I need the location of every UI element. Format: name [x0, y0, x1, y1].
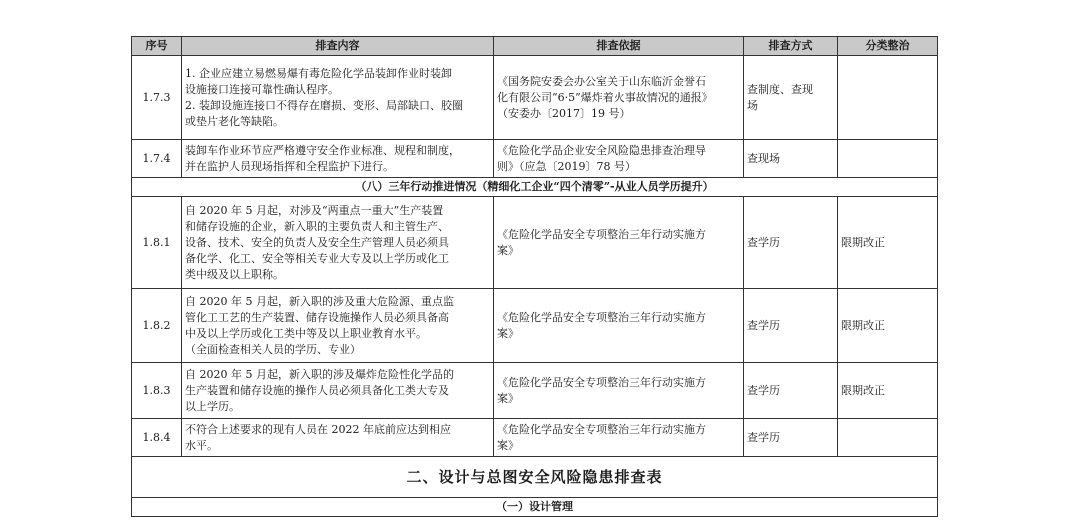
- content-line: 备化学、化工、安全等相关专业大专及以上学历或化工: [185, 251, 449, 265]
- basis-line: 案》: [497, 438, 519, 452]
- row-no: 1.8.3: [132, 363, 182, 419]
- row-basis: [494, 140, 744, 178]
- row-no: 1.7.4: [132, 140, 182, 178]
- basis-line: （安委办〔2017〕19 号）: [497, 106, 631, 120]
- table-row: [132, 363, 938, 419]
- content-line: 不符合上述要求的现有人员在 2022 年底前应达到相应: [185, 422, 451, 436]
- row-content: [182, 363, 494, 419]
- basis-line: 《危险化学品安全专项整治三年行动实施方: [497, 227, 706, 241]
- row-action: 限期改正: [838, 363, 938, 419]
- content-line: 类中级及以上职称。: [185, 267, 284, 281]
- content-line: 设施接口连接可靠性确认程序。: [185, 82, 339, 96]
- row-content: [182, 140, 494, 178]
- basis-line: 《危险化学品安全专项整治三年行动实施方: [497, 422, 706, 436]
- table-row: [132, 419, 938, 457]
- row-method: 查现场: [744, 140, 838, 178]
- row-action: [838, 140, 938, 178]
- row-content: [182, 419, 494, 457]
- basis-line: 《危险化学品安全专项整治三年行动实施方: [497, 310, 706, 324]
- row-action: [838, 419, 938, 457]
- content-line: 生产装置和储存设施的操作人员必须具备化工类大专及: [185, 383, 449, 397]
- header-method: 排查方式: [744, 37, 838, 56]
- method-line: 场: [747, 98, 758, 112]
- row-basis: [494, 56, 744, 140]
- row-basis: [494, 289, 744, 363]
- content-line: 并在监护人员现场指挥和全程监护下进行。: [185, 159, 394, 173]
- row-content: [182, 197, 494, 289]
- content-line: 中及以上学历或化工类中等及以上职业教育水平。: [185, 326, 427, 340]
- row-no: 1.8.1: [132, 197, 182, 289]
- row-no: 1.8.4: [132, 419, 182, 457]
- content-line: 水平。: [185, 438, 218, 452]
- section-row: [132, 498, 938, 517]
- row-action: 限期改正: [838, 289, 938, 363]
- row-content: [182, 56, 494, 140]
- section-heading-2: 二、设计与总图安全风险隐患排查表: [132, 457, 938, 498]
- row-no: 1.8.2: [132, 289, 182, 363]
- content-line: 自 2020 年 5 月起，对涉及“两重点一重大”生产装置: [185, 203, 444, 217]
- content-line: （全面检查相关人员的学历、专业）: [185, 342, 361, 356]
- method-line: 查制度、查现: [747, 82, 813, 96]
- content-line: 装卸车作业环节应严格遵守安全作业标准、规程和制度，: [185, 143, 460, 157]
- section-heading-8: （八）三年行动推进情况（精细化工企业“四个清零”-从业人员学历提升）: [132, 178, 938, 197]
- row-no: 1.7.3: [132, 56, 182, 140]
- row-content: [182, 289, 494, 363]
- row-method: 查学历: [744, 197, 838, 289]
- basis-line: 则》（应急〔2019〕78 号）: [497, 159, 636, 173]
- row-basis: [494, 419, 744, 457]
- basis-line: 案》: [497, 326, 519, 340]
- row-action: [838, 56, 938, 140]
- header-content: 排查内容: [182, 37, 494, 56]
- content-line: 自 2020 年 5 月起，新入职的涉及爆炸危险性化学品的: [185, 367, 454, 381]
- header-basis: 排查依据: [494, 37, 744, 56]
- basis-line: 《危险化学品安全专项整治三年行动实施方: [497, 375, 706, 389]
- section-heading-2-1: （一）设计管理: [132, 498, 938, 517]
- row-basis: [494, 197, 744, 289]
- content-line: 管化工工艺的生产装置、储存设施操作人员必须具备高: [185, 310, 449, 324]
- content-line: 设备、技术、安全的负责人及安全生产管理人员必须具: [185, 235, 449, 249]
- header-no: 序号: [132, 37, 182, 56]
- table-row: [132, 289, 938, 363]
- inspection-table: [131, 36, 938, 517]
- table-row: [132, 56, 938, 140]
- section-row: [132, 178, 938, 197]
- table-header-row: [132, 37, 938, 56]
- content-line: 和储存设施的企业，新入职的主要负责人和主管生产、: [185, 219, 449, 233]
- row-method: [744, 56, 838, 140]
- content-line: 2. 装卸设施连接口不得存在磨损、变形、局部缺口、胶圈: [185, 98, 463, 112]
- table-row: [132, 197, 938, 289]
- row-action: 限期改正: [838, 197, 938, 289]
- basis-line: 案》: [497, 243, 519, 257]
- basis-line: 化有限公司“6·5”爆炸着火事故情况的通报》: [497, 90, 713, 104]
- section-row: [132, 457, 938, 498]
- basis-line: 案》: [497, 391, 519, 405]
- basis-line: 《危险化学品企业安全风险隐患排查治理导: [497, 143, 706, 157]
- content-line: 自 2020 年 5 月起，新入职的涉及重大危险源、重点监: [185, 294, 454, 308]
- content-line: 1. 企业应建立易燃易爆有毒危险化学品装卸作业时装卸: [185, 66, 452, 80]
- content-line: 或垫片老化等缺陷。: [185, 114, 284, 128]
- header-action: 分类整治: [838, 37, 938, 56]
- row-basis: [494, 363, 744, 419]
- row-method: 查学历: [744, 419, 838, 457]
- row-method: 查学历: [744, 363, 838, 419]
- table-row: [132, 140, 938, 178]
- row-method: 查学历: [744, 289, 838, 363]
- content-line: 以上学历。: [185, 399, 240, 413]
- basis-line: 《国务院安委会办公室关于山东临沂金誉石: [497, 74, 706, 88]
